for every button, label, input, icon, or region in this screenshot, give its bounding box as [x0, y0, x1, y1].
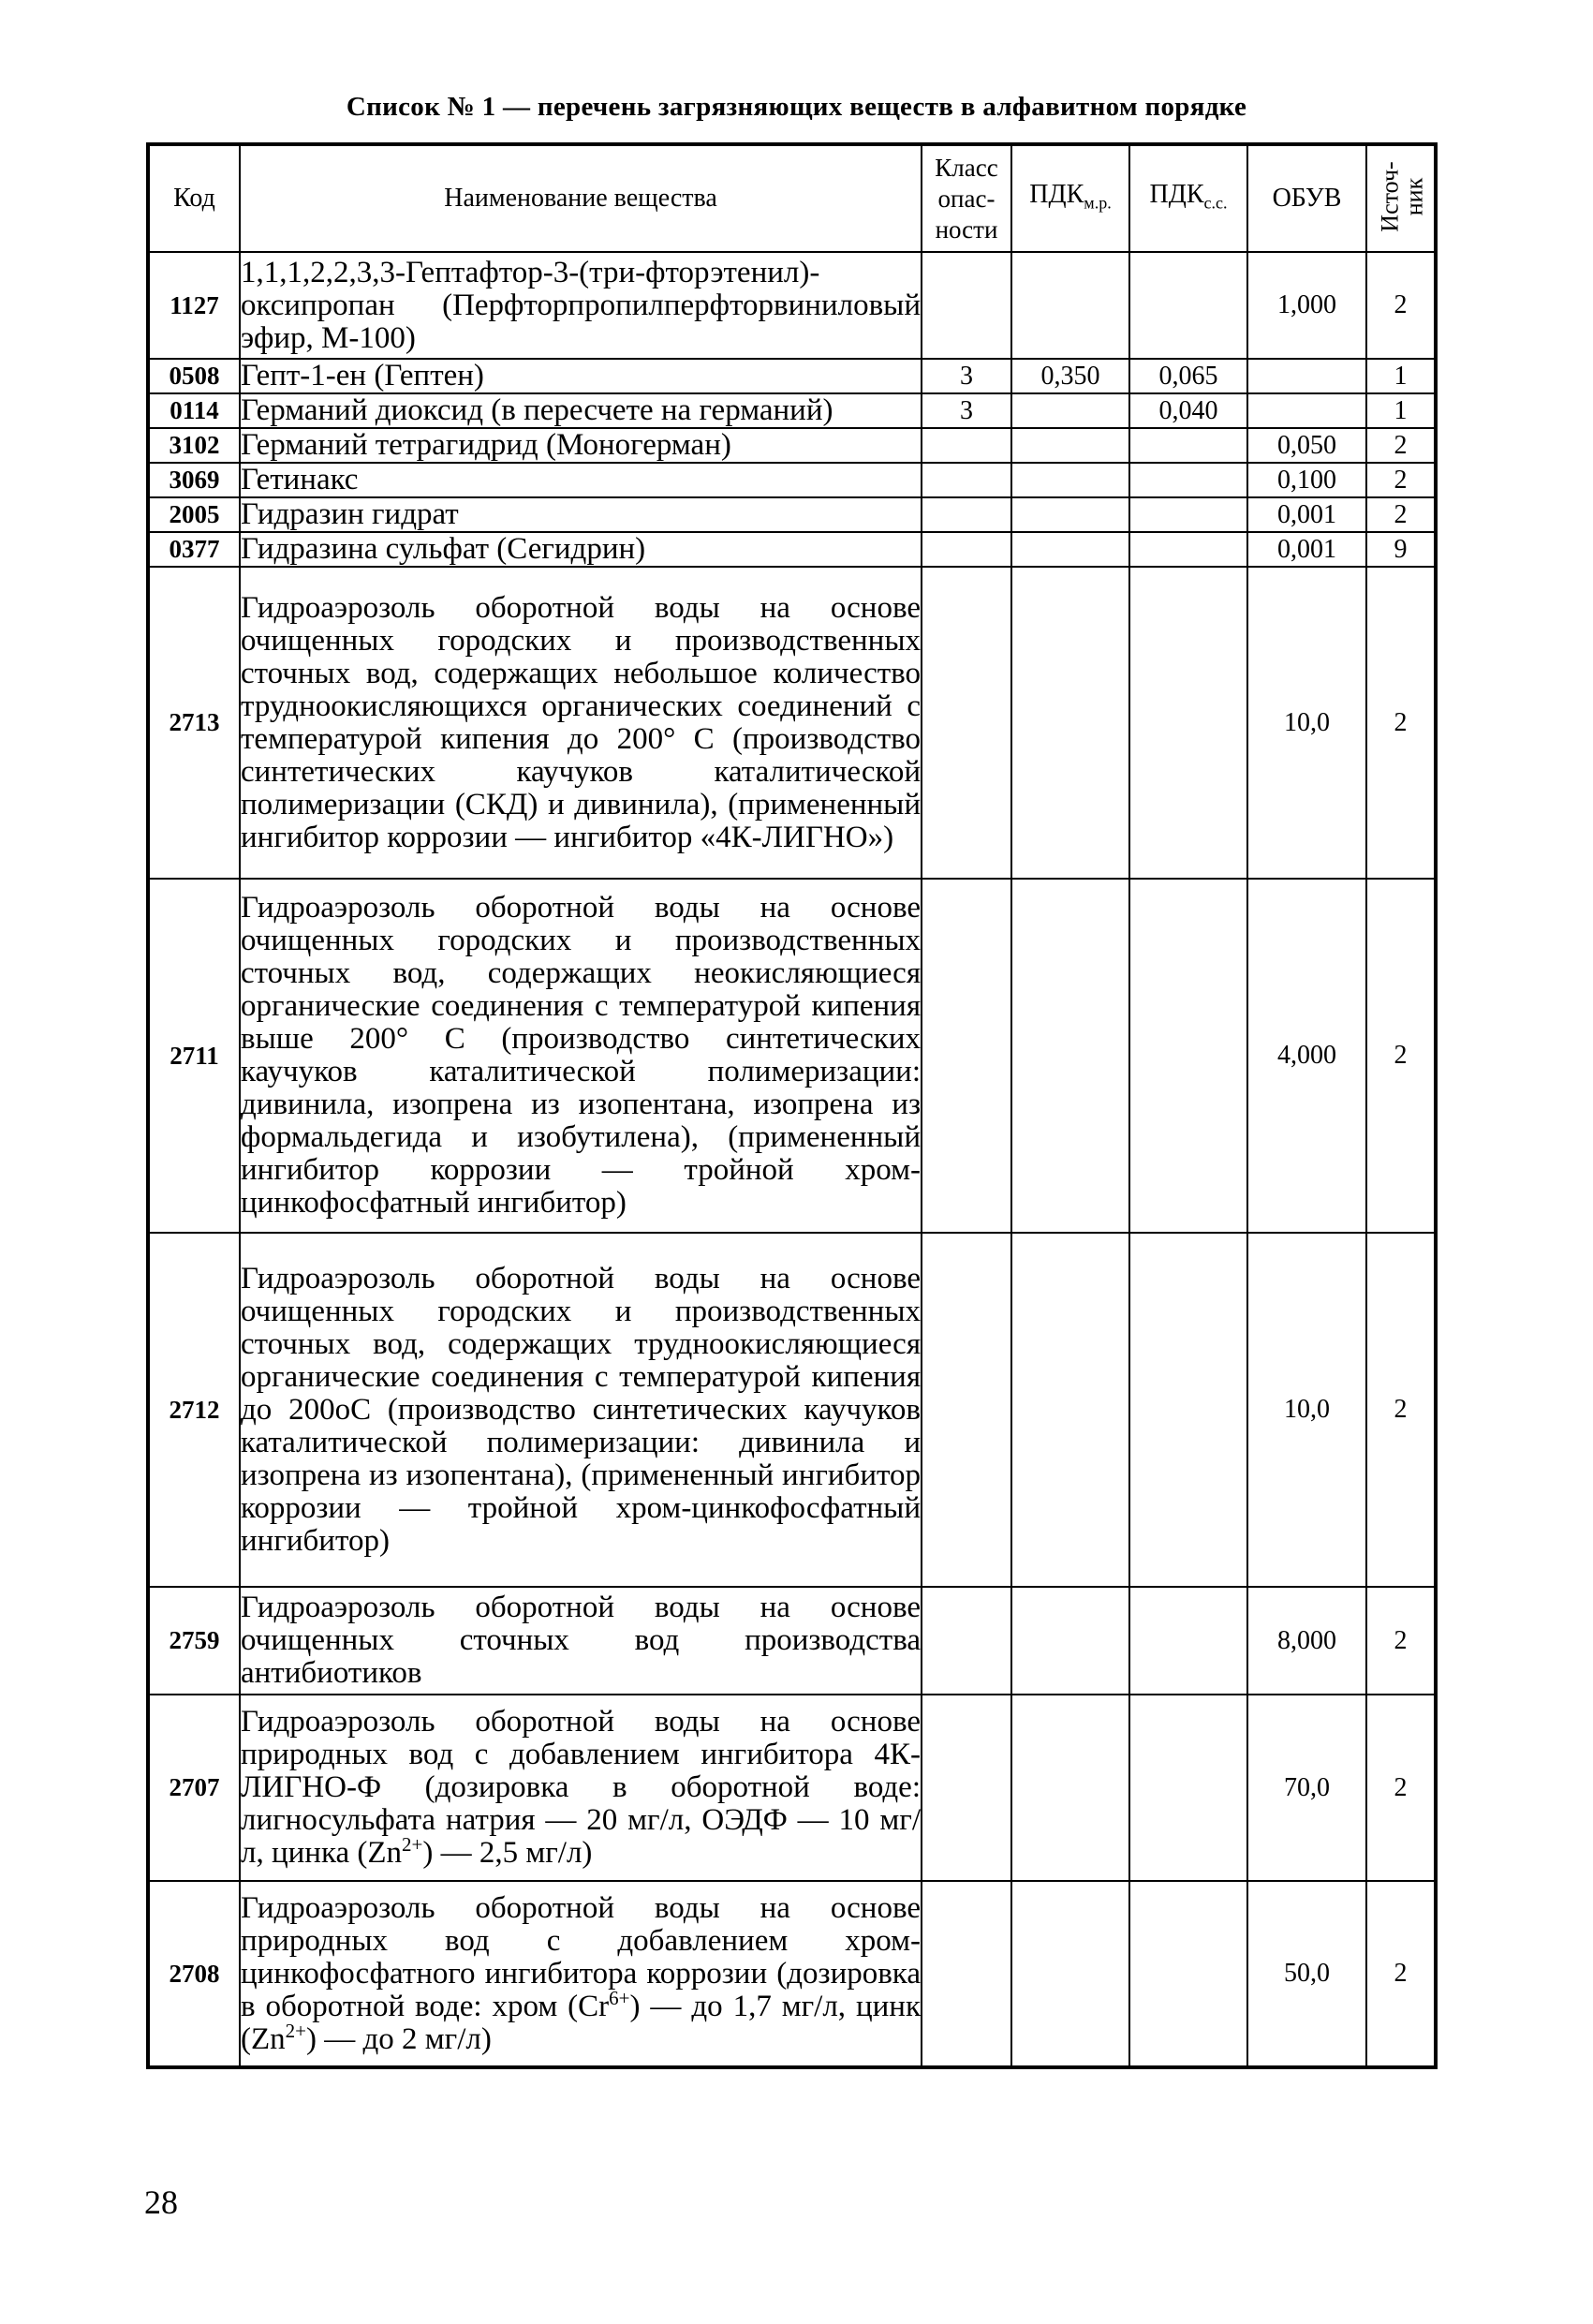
row-code: 2713	[148, 567, 240, 879]
table-row	[148, 463, 1436, 497]
row-obuv: 4,000	[1247, 879, 1366, 1233]
row-pdk-mr	[1011, 393, 1129, 428]
row-pdk-mr	[1011, 1587, 1129, 1695]
header-source-line1: Источ-	[1376, 161, 1404, 232]
row-class	[922, 532, 1011, 567]
row-pdk-ss	[1129, 497, 1247, 532]
row-source: 1	[1366, 359, 1436, 393]
table-row	[148, 497, 1436, 532]
row-obuv: 0,001	[1247, 497, 1366, 532]
row-pdk-ss: 0,065	[1129, 359, 1247, 393]
header-pdk-mr	[1011, 144, 1129, 252]
header-pdk-mr-sub: м.р.	[1084, 193, 1112, 213]
header-class-line3: ности	[935, 215, 998, 244]
row-source: 2	[1366, 1695, 1436, 1881]
ion-charge: 2+	[402, 1833, 423, 1856]
row-obuv	[1247, 359, 1366, 393]
row-code: 1127	[148, 252, 240, 359]
table-body	[148, 252, 1436, 2067]
table-header-row	[148, 144, 1436, 252]
table-row	[148, 567, 1436, 879]
ion-charge: 6+	[609, 1986, 630, 2009]
row-name: Германий тетрагидрид (Моногерман)	[240, 428, 922, 463]
row-class	[922, 879, 1011, 1233]
header-pdk-mr-label: ПДК	[1029, 179, 1084, 209]
row-obuv	[1247, 393, 1366, 428]
row-pdk-ss	[1129, 879, 1247, 1233]
page-number: 28	[144, 2183, 178, 2221]
row-obuv: 0,050	[1247, 428, 1366, 463]
row-name: Гидроаэрозоль оборотной воды на основе очищенных сточных вод производства антибиотиков	[240, 1587, 922, 1695]
table-row	[148, 428, 1436, 463]
row-obuv: 1,000	[1247, 252, 1366, 359]
header-pdk-ss-sub: с.с.	[1203, 193, 1228, 213]
row-source: 2	[1366, 1233, 1436, 1587]
row-pdk-mr	[1011, 428, 1129, 463]
row-class	[922, 1695, 1011, 1881]
row-class	[922, 1233, 1011, 1587]
header-name: Наименование вещества	[240, 144, 922, 252]
row-code: 2711	[148, 879, 240, 1233]
row-code: 3069	[148, 463, 240, 497]
row-code: 3102	[148, 428, 240, 463]
table-row	[148, 1233, 1436, 1587]
row-pdk-ss: 0,040	[1129, 393, 1247, 428]
row-name: Гидразина сульфат (Сегидрин)	[240, 532, 922, 567]
row-name: Гидроаэрозоль оборотной воды на основе природных вод с добавлением хром-цинкофосфатного ингибитора коррозии (дозировка в оборотной воде: хром $(Cr^{6+})$ — до 1,7 мг/л, цинк $(Zn^{2+})$ — до 2 мг/л)	[240, 1881, 922, 2067]
header-source-line2: ник	[1400, 177, 1428, 216]
row-pdk-mr	[1011, 497, 1129, 532]
row-source: 2	[1366, 428, 1436, 463]
row-source: 1	[1366, 393, 1436, 428]
header-class	[922, 144, 1011, 252]
row-code: 0508	[148, 359, 240, 393]
row-class	[922, 567, 1011, 879]
table-row	[148, 252, 1436, 359]
header-code: Код	[148, 144, 240, 252]
row-class	[922, 463, 1011, 497]
row-name: Гидроаэрозоль оборотной воды на основе очищенных городских и производственных сточных вод, содержащих небольшое количество трудноокисляющихся органических соединений с температурой кипения до 200° С (производство синтетических каучуков каталитической полимеризации (СКД) и дивинила), (примененный ингибитор коррозии — ингибитор «4К-ЛИГНО»)	[240, 567, 922, 879]
table-row	[148, 1695, 1436, 1881]
row-pdk-ss	[1129, 1233, 1247, 1587]
row-source: 2	[1366, 1881, 1436, 2067]
table-row	[148, 879, 1436, 1233]
row-code: 2708	[148, 1881, 240, 2067]
row-obuv: 10,0	[1247, 567, 1366, 879]
row-pdk-mr	[1011, 1695, 1129, 1881]
header-class-line1: Класс	[935, 153, 998, 182]
row-code: 0114	[148, 393, 240, 428]
row-pdk-ss	[1129, 463, 1247, 497]
row-pdk-ss	[1129, 1881, 1247, 2067]
table-row	[148, 1587, 1436, 1695]
row-code: 2759	[148, 1587, 240, 1695]
row-pdk-ss	[1129, 428, 1247, 463]
row-pdk-ss	[1129, 1587, 1247, 1695]
row-name: Гидроаэрозоль оборотной воды на основе очищенных городских и производственных сточных вод, содержащих трудноокисляющиеся органические соединения с температурой кипения до 200оС (производство синтетических каучуков каталитической полимеризации: дивинила и изопрена из изопентана), (примененный ингибитор коррозии — тройной хром-цинкофосфатный ингибитор)	[240, 1233, 922, 1587]
row-pdk-mr	[1011, 532, 1129, 567]
row-class	[922, 497, 1011, 532]
row-obuv: 50,0	[1247, 1881, 1366, 2067]
row-pdk-mr	[1011, 1233, 1129, 1587]
row-pdk-mr	[1011, 879, 1129, 1233]
row-class	[922, 252, 1011, 359]
row-pdk-mr: 0,350	[1011, 359, 1129, 393]
row-name: Гидроаэрозоль оборотной воды на основе природных вод с добавлением ингибитора 4К-ЛИГНО-Ф (дозировка в оборотной воде: лигносульфата натрия — 20 мг/л, ОЭДФ — 10 мг/л, цинка $(Zn^{2+})$ — 2,5 мг/л)	[240, 1695, 922, 1881]
row-pdk-ss	[1129, 567, 1247, 879]
row-obuv: 0,100	[1247, 463, 1366, 497]
header-source-rotated	[1376, 161, 1428, 232]
header-pdk-ss-label: ПДК	[1149, 179, 1204, 209]
row-source: 2	[1366, 252, 1436, 359]
row-pdk-mr	[1011, 252, 1129, 359]
row-source: 2	[1366, 1587, 1436, 1695]
row-name: Гидразин гидрат	[240, 497, 922, 532]
row-pdk-mr	[1011, 567, 1129, 879]
header-pdk-ss	[1129, 144, 1247, 252]
row-name: 1,1,1,2,2,3,3-Гептафтор-3-(три-фторэтенил)-оксипропан (Перфторпропилперфторвиниловый эфир, М-100)	[240, 252, 922, 359]
row-code: 2707	[148, 1695, 240, 1881]
row-name: Гетинакс	[240, 463, 922, 497]
row-class	[922, 1587, 1011, 1695]
row-obuv: 8,000	[1247, 1587, 1366, 1695]
header-obuv: ОБУВ	[1247, 144, 1366, 252]
row-code: 2005	[148, 497, 240, 532]
ion-charge: 2+	[285, 2019, 306, 2042]
row-source: 9	[1366, 532, 1436, 567]
row-source: 2	[1366, 463, 1436, 497]
table-row	[148, 359, 1436, 393]
list-title: Список № 1 — перечень загрязняющих веществ в алфавитном порядке	[346, 92, 1247, 122]
row-obuv: 10,0	[1247, 1233, 1366, 1587]
row-obuv: 70,0	[1247, 1695, 1366, 1881]
row-class: 3	[922, 359, 1011, 393]
pollutants-table	[146, 142, 1438, 2069]
row-pdk-mr	[1011, 1881, 1129, 2067]
row-name: Гепт-1-ен (Гептен)	[240, 359, 922, 393]
row-pdk-ss	[1129, 532, 1247, 567]
header-source	[1366, 144, 1436, 252]
table-row	[148, 393, 1436, 428]
row-code: 0377	[148, 532, 240, 567]
row-class: 3	[922, 393, 1011, 428]
row-class	[922, 1881, 1011, 2067]
row-pdk-ss	[1129, 252, 1247, 359]
row-name: Германий диоксид (в пересчете на германий)	[240, 393, 922, 428]
table-row	[148, 532, 1436, 567]
row-name: Гидроаэрозоль оборотной воды на основе очищенных городских и производственных сточных вод, содержащих неокисляющиеся органические соединения с температурой кипения выше 200° С (производство синтетических каучуков каталитической полимеризации: дивинила, изопрена из изопентана, изопрена из формальдегида и изобутилена), (примененный ингибитор коррозии — тройной хром-цинкофосфатный ингибитор)	[240, 879, 922, 1233]
row-obuv: 0,001	[1247, 532, 1366, 567]
row-source: 2	[1366, 879, 1436, 1233]
row-pdk-mr	[1011, 463, 1129, 497]
row-pdk-ss	[1129, 1695, 1247, 1881]
row-class	[922, 428, 1011, 463]
row-code: 2712	[148, 1233, 240, 1587]
row-source: 2	[1366, 567, 1436, 879]
row-source: 2	[1366, 497, 1436, 532]
table-row	[148, 1881, 1436, 2067]
header-class-line2: опас-	[937, 184, 996, 213]
